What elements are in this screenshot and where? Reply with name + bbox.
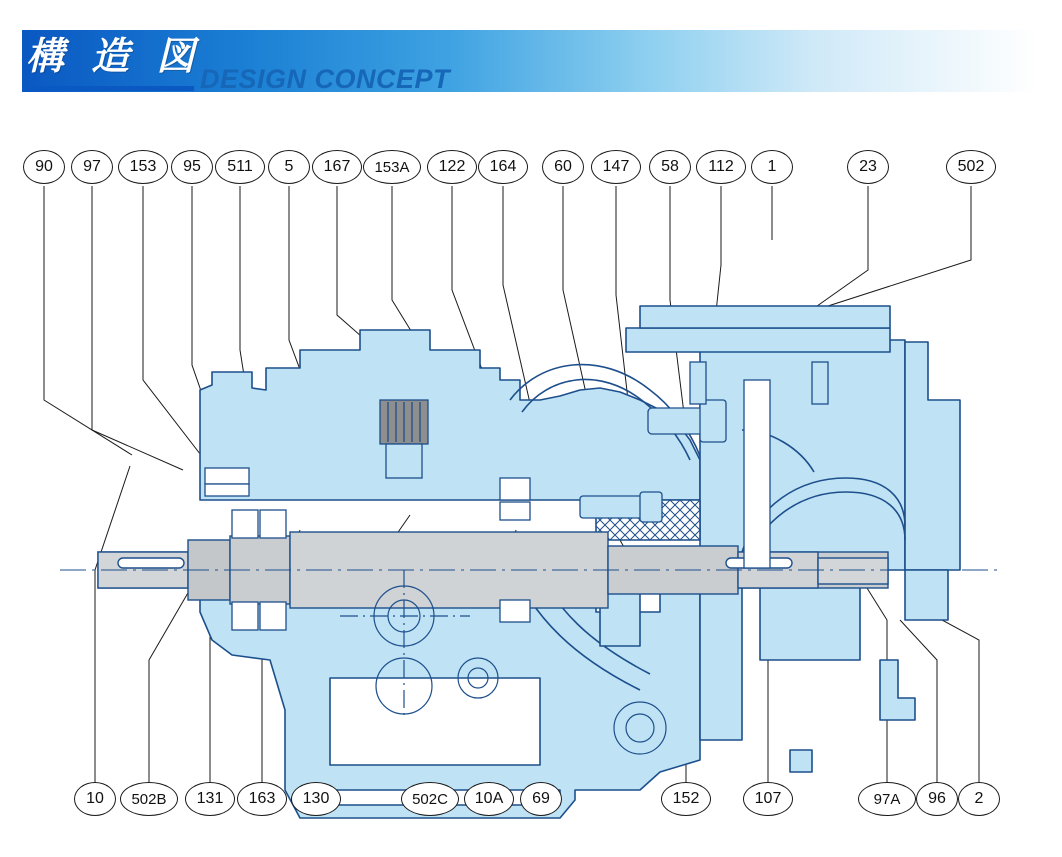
callout-502[interactable]: 502 xyxy=(946,150,996,184)
callout-122[interactable]: 122 xyxy=(427,150,477,184)
callout-90[interactable]: 90 xyxy=(23,150,65,184)
callout-97[interactable]: 97 xyxy=(71,150,113,184)
callout-107[interactable]: 107 xyxy=(743,782,793,816)
callout-1[interactable]: 1 xyxy=(751,150,793,184)
title-underline xyxy=(26,86,194,91)
callout-97a[interactable]: 97A xyxy=(858,782,916,816)
callout-10a[interactable]: 10A xyxy=(464,782,514,816)
callout-5[interactable]: 5 xyxy=(268,150,310,184)
callout-58[interactable]: 58 xyxy=(649,150,691,184)
callout-163[interactable]: 163 xyxy=(237,782,287,816)
callout-112[interactable]: 112 xyxy=(696,150,746,184)
callout-152[interactable]: 152 xyxy=(661,782,711,816)
callout-95[interactable]: 95 xyxy=(171,150,213,184)
callout-167[interactable]: 167 xyxy=(312,150,362,184)
callout-502c[interactable]: 502C xyxy=(401,782,459,816)
page-title-japanese: 構 造 図 xyxy=(26,34,202,78)
callout-164[interactable]: 164 xyxy=(478,150,528,184)
callout-23[interactable]: 23 xyxy=(847,150,889,184)
page-title-english: DESIGN CONCEPT xyxy=(200,64,451,94)
callout-10[interactable]: 10 xyxy=(74,782,116,816)
callout-2[interactable]: 2 xyxy=(958,782,1000,816)
callout-60[interactable]: 60 xyxy=(542,150,584,184)
pump-cross-section-drawing xyxy=(0,100,1062,857)
callout-130[interactable]: 130 xyxy=(291,782,341,816)
callout-511[interactable]: 511 xyxy=(215,150,265,184)
page-header xyxy=(0,14,1062,100)
callout-502b[interactable]: 502B xyxy=(120,782,178,816)
callout-69[interactable]: 69 xyxy=(520,782,562,816)
callout-153[interactable]: 153 xyxy=(118,150,168,184)
callout-153a[interactable]: 153A xyxy=(363,150,421,184)
callout-147[interactable]: 147 xyxy=(591,150,641,184)
callout-96[interactable]: 96 xyxy=(916,782,958,816)
callout-131[interactable]: 131 xyxy=(185,782,235,816)
